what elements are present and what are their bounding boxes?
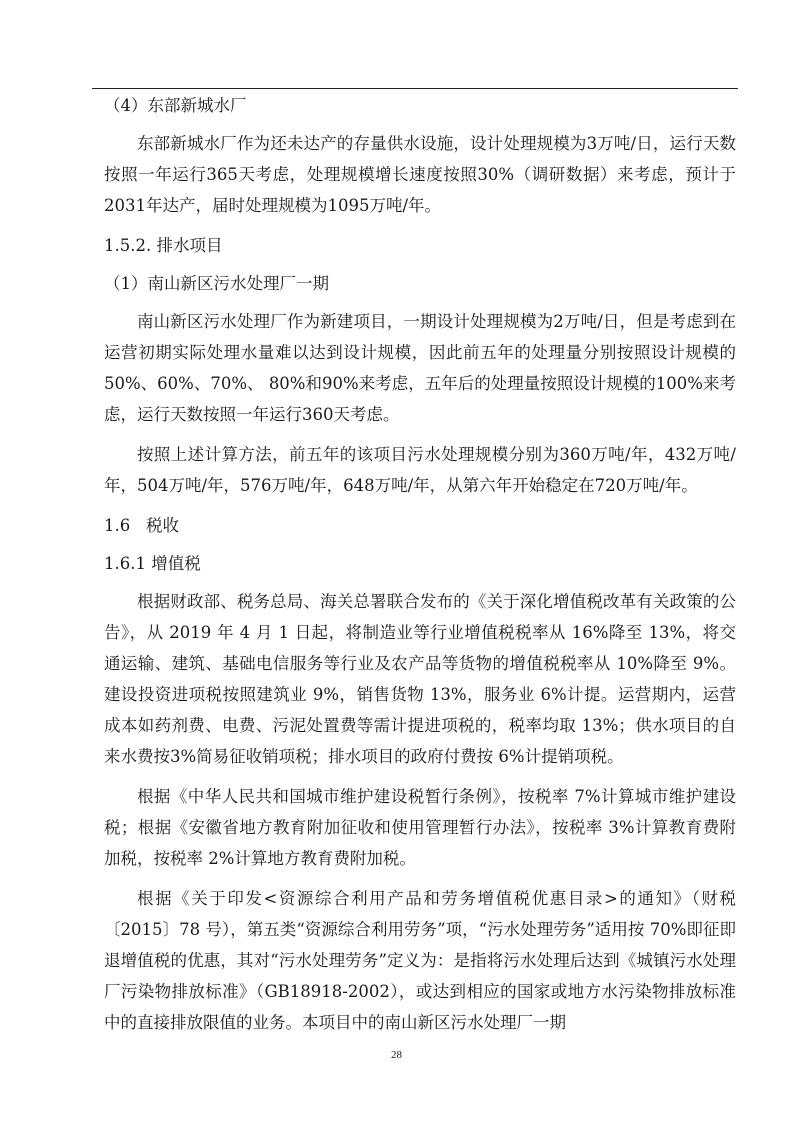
heading-drainage-projects: 1.5.2. 排水项目 <box>104 236 223 255</box>
page-body <box>104 93 736 1038</box>
heading-taxation: 1.6 税收 <box>104 516 179 535</box>
paragraph-vat: 根据财政部、税务总局、海关总署联合发布的《关于深化增值税改革有关政策的公告》，从 2019 年 4 月 1 日起，将制造业等行业增值税税率从 16%降至 13%，将交通运输、建筑、基础电信服务等行业及农产品等货物的增值税税率从 10%降至 9%。建设投资进项税按照建筑业 9%，销售货物 13%，服务业 6%计提。运营期内，运营成本如药剂费、电费、污泥处置费等需计提进项税的，税率均取 13%；供水项目的自来水费按3%简易征收销项税；排水项目的政府付费按 6%计提销项税。 <box>104 592 736 766</box>
paragraph-resource-utilization: 根据《关于印发<资源综合利用产品和劳务增值税优惠目录>的通知》（财税〔2015〕78 号），第五类“资源综合利用劳务”项，“污水处理劳务”适用按 70%即征即退增值税的优惠，其对“污水处理劳务”定义为：是指将污水处理后达到《城镇污水处理厂污染物排放标准》（GB18918-2002），或达到相应的国家或地方水污染物排放标准中的直接排放限值的业务。本项目中的南山新区污水处理厂一期 <box>104 889 736 1032</box>
heading-east-new-city-plant: （4）东部新城水厂 <box>104 96 247 115</box>
paragraph-nanshan-plant: 南山新区污水处理厂作为新建项目，一期设计处理规模为2万吨/日，但是考虑到在运营初期实际处理水量难以达到设计规模，因此前五年的处理量分别按照设计规模的50%、60%、70%、 80%和90%来考虑，五年后的处理量按照设计规模的100%来考虑，运行天数按照一年运行360天考虑。 <box>104 312 736 424</box>
heading-nanshan-plant: （1）南山新区污水处理厂一期 <box>104 274 329 293</box>
paragraph-east-plant: 东部新城水厂作为还未达产的存量供水设施，设计处理规模为3万吨/日，运行天数按照一年运行365天考虑，处理规模增长速度按照30%（调研数据）来考虑，预计于2031年达产，届时处理规模为1095万吨/年。 <box>104 134 736 215</box>
header-rule <box>92 88 738 89</box>
page-number: 28 <box>391 1049 402 1061</box>
paragraph-calculation: 按照上述计算方法，前五年的该项目污水处理规模分别为360万吨/年，432万吨/年，504万吨/年，576万吨/年，648万吨/年，从第六年开始稳定在720万吨/年。 <box>104 445 736 495</box>
heading-vat: 1.6.1 增值税 <box>104 554 201 573</box>
paragraph-construction-tax: 根据《中华人民共和国城市维护建设税暂行条例》，按税率 7%计算城市维护建设税；根据《安徽省地方教育附加征收和使用管理暂行办法》，按税率 3%计算教育费附加税，按税率 2%计算地方教育费附加税。 <box>104 787 736 868</box>
